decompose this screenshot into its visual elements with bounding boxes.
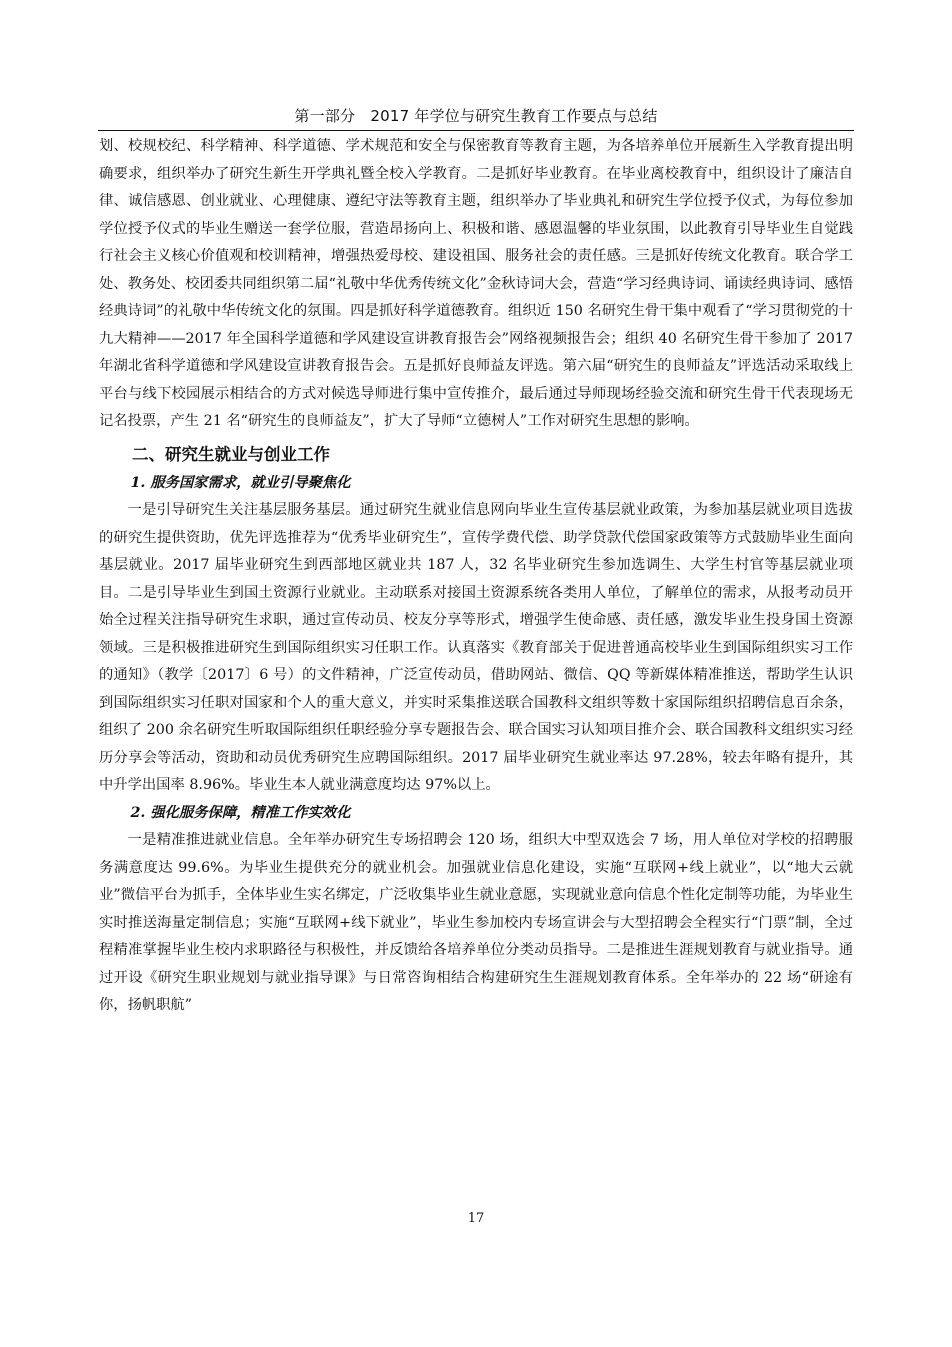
running-header: 第一部分 2017 年学位与研究生教育工作要点与总结 [294, 107, 658, 125]
body-paragraph-service-support: 一是精准推进就业信息。全年举办研究生专场招聘会 120 场，组织大中型双选会 7 场，用人单位对学校的招聘服务满意度达 99.6%。为毕业生提供充分的就业机会。加强就业信息化建设，实施“互联网+线上就业”，以“地大云就业”微信平台为抓手，全体毕业生实名绑定，广泛收集毕业生就业意愿，实现就业意向信息个性化定制等功能，为毕业生实时推送海量定制信息；实施“互联网+线下就业”，毕业生参加校内专场宣讲会与大型招聘会全程实行“门票”制，全过程精准掌握毕业生校内求职路径与积极性，并反馈给各培养单位分类动员指导。二是推进生涯规划教育与就业指导。通过开设《研究生职业规划与就业指导课》与日常咨询相结合构建研究生生涯规划教育体系。全年举办的 22 场“研途有你，扬帆职航” [99, 832, 853, 1013]
subsection-heading-2: 2. 强化服务保障，精准工作实效化 [130, 804, 351, 821]
body-paragraph-continued: 划、校规校纪、科学精神、科学道德、学术规范和安全与保密教育等教育主题，为各培养单位开展新生入学教育提出明确要求，组织举办了研究生新生开学典礼暨全校入学教育。二是抓好毕业教育。在毕业离校教育中，组织设计了廉洁自律、诚信感恩、创业就业、心理健康、遵纪守法等教育主题，组织举办了毕业典礼和研究生学位授予仪式，为每位参加学位授予仪式的毕业生赠送一套学位服，营造昂扬向上、积极和谐、感恩温馨的毕业氛围，以此教育引导毕业生自觉践行社会主义核心价值观和校训精神，增强热爱母校、建设祖国、服务社会的责任感。三是抓好传统文化教育。联合学工处、教务处、校团委共同组织第二届“礼敬中华优秀传统文化”金秋诗词大会，营造“学习经典诗词、诵读经典诗词、感悟经典诗词”的礼敬中华传统文化的氛围。四是抓好科学道德教育。组织近 150 名研究生骨干集中观看了“学习贯彻党的十九大精神——2017 年全国科学道德和学风建设宣讲教育报告会”网络视频报告会；组织 40 名研究生骨干参加了 2017 年湖北省科学道德和学风建设宣讲教育报告会。五是抓好良师益友评选。第六届“研究生的良师益友”评选活动采取线上平台与线下校园展示相结合的方式对候选导师进行集中宣传推介，最后通过导师现场经验交流和研究生骨干代表现场无记名投票，产生 21 名“研究生的良师益友”，扩大了导师“立德树人”工作对研究生思想的影响。 [99, 138, 853, 429]
header-rule [98, 130, 854, 131]
body-content [99, 133, 853, 1020]
subsection-heading-1: 1. 服务国家需求，就业引导聚焦化 [130, 474, 351, 491]
body-paragraph-employment-guidance: 一是引导研究生关注基层服务基层。通过研究生就业信息网向毕业生宣传基层就业政策，为参加基层就业项目选拔的研究生提供资助，优先评选推荐为“优秀毕业研究生”，宣传学费代偿、助学贷款代偿国家政策等方式鼓励毕业生面向基层就业。2017 届毕业研究生到西部地区就业共 187 人，32 名毕业研究生参加选调生、大学生村官等基层就业项目。二是引导毕业生到国土资源行业就业。主动联系对接国土资源系统各类用人单位，了解单位的需求，从报考动员开始全过程关注指导研究生求职，通过宣传动员、校友分享等形式，增强学生使命感、责任感，激发毕业生投身国土资源领域。三是积极推进研究生到国际组织实习任职工作。认真落实《教育部关于促进普通高校毕业生到国际组织实习工作的通知》（教学〔2017〕6 号）的文件精神，广泛宣传动员，借助网站、微信、QQ 等新媒体精准推送，帮助学生认识到国际组织实习任职对国家和个人的重大意义，并实时采集推送联合国教科文组织等数十家国际组织招聘信息百余条，组织了 200 余名研究生听取国际组织任职经验分享专题报告会、联合国实习认知项目推介会、联合国教科文组织实习经历分享会等活动，资助和动员优秀研究生应聘国际组织。2017 届毕业研究生就业率达 97.28%，较去年略有提升，其中升学出国率 8.96%。毕业生本人就业满意度均达 97%以上。 [99, 502, 853, 793]
section-heading: 二、研究生就业与创业工作 [132, 444, 330, 464]
page-number: 17 [467, 1211, 485, 1226]
